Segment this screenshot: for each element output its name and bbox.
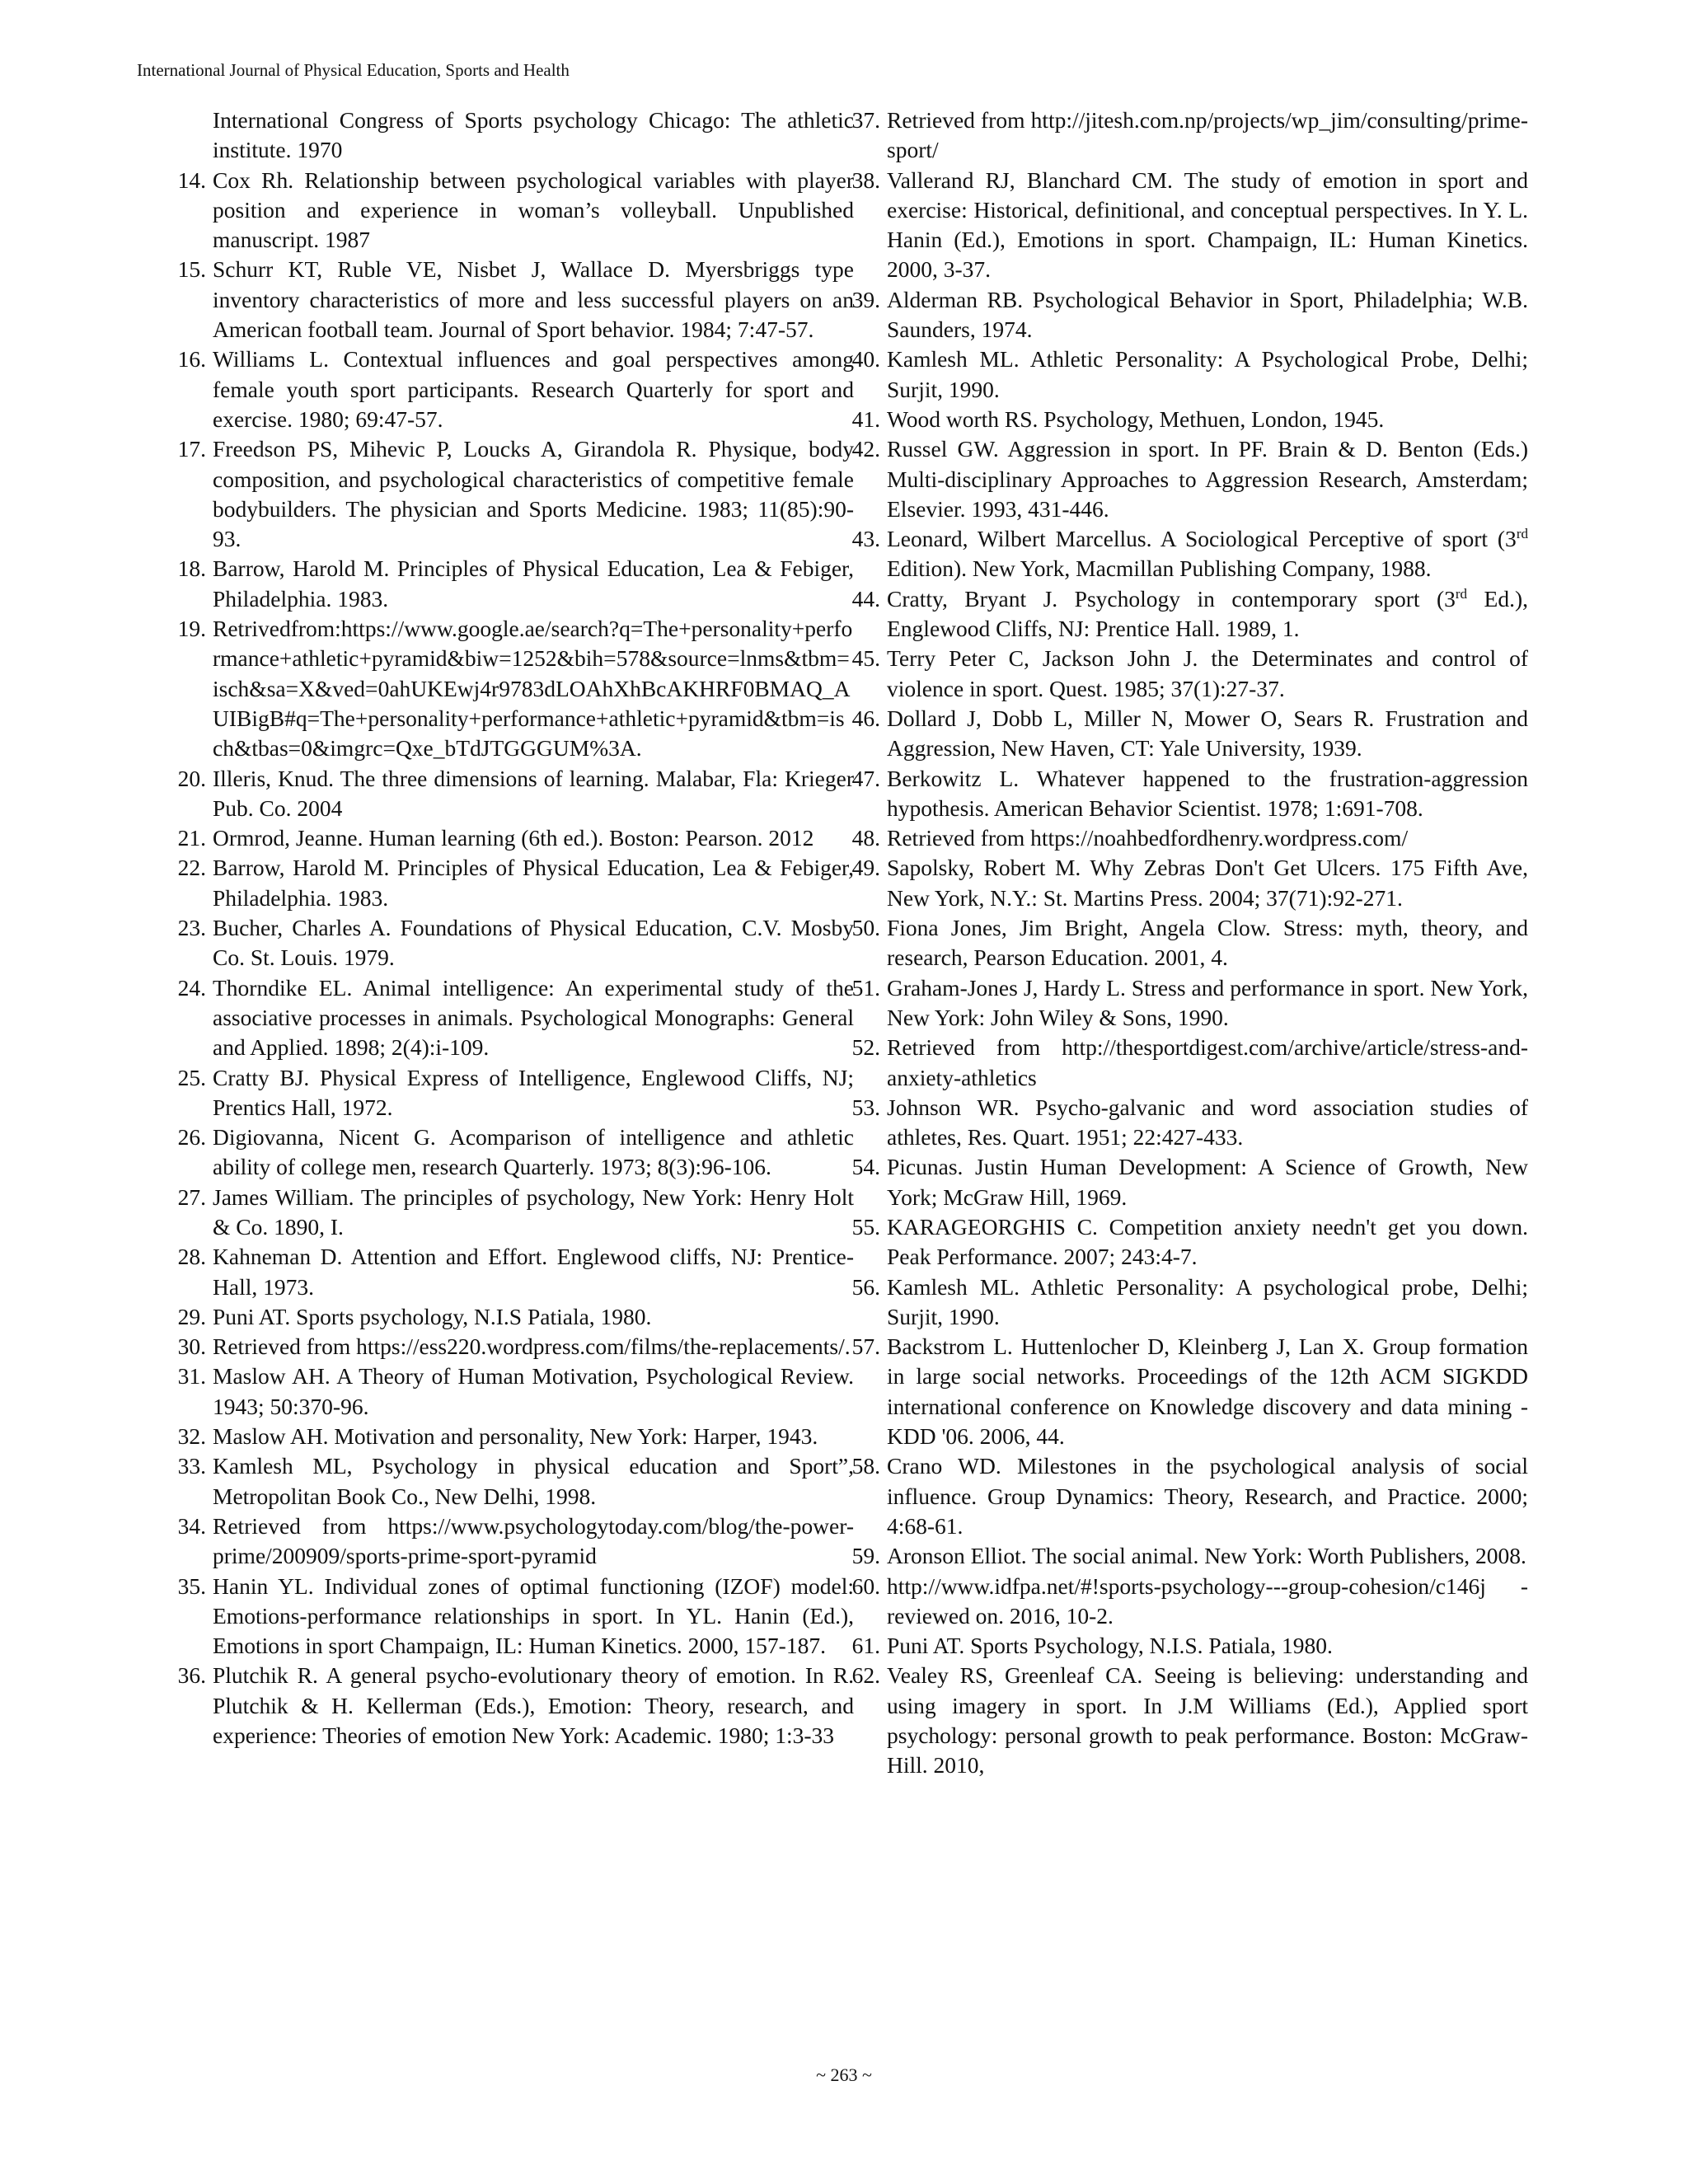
reference-text: Alderman RB. Psychological Behavior in Sport, Philadelphia; W.B. Saunders, 1974. — [887, 286, 1528, 343]
reference-number: 52. — [851, 1034, 880, 1061]
reference-item — [836, 344, 1528, 405]
reference-text: Retrivedfrom:https://www.google.ae/search?q=The+personality+performance+athletic+pyramid&biw=1252&bih=578&source=lnms&tbm=isch&sa=X&ved=0ahUKEwj4r9783dLOAhXhBcAKHRF0BMAQ_AUIBigB#q=The+personality+performance+athletic+pyramid&tbm=isch&tbas=0&imgrc=Qxe_bTdJTGGGUM%3A. — [213, 616, 853, 762]
reference-item — [836, 434, 1528, 524]
reference-text: Schurr KT, Ruble VE, Nisbet J, Wallace D. Myersbriggs type inventory characteristics of more and less successful players on an American football team. Journal of Sport behavior. 1984; 7:47-57. — [213, 256, 854, 343]
reference-number: 21. — [177, 825, 206, 851]
reference-number: 20. — [177, 765, 206, 791]
reference-text-part: Edition). New York, Macmillan Publishing Company, 1988. — [887, 555, 1432, 582]
reference-number: 35. — [177, 1572, 206, 1599]
reference-number: 43. — [851, 526, 880, 552]
reference-item — [836, 973, 1528, 1033]
reference-number: 40. — [851, 346, 880, 373]
reference-number: 27. — [177, 1183, 206, 1210]
reference-text: International Congress of Sports psychology Chicago: The athletic institute. 1970 — [213, 107, 854, 163]
reference-item — [836, 704, 1528, 764]
reference-number: 34. — [177, 1512, 206, 1539]
reference-number: 57. — [851, 1333, 880, 1360]
reference-item — [162, 764, 854, 824]
reference-item — [162, 614, 854, 763]
reference-text: Kamlesh ML, Psychology in physical education and Sport”, Metropolitan Book Co., New Delhi, 1998. — [213, 1453, 854, 1509]
reference-item — [836, 1661, 1528, 1780]
reference-text: Plutchik R. A general psycho-evolutionary theory of emotion. In R. Plutchik & H. Kellerman (Eds.), Emotion: Theory, research, and experience: Theories of emotion New York: Academic. 1980; 1:3-33 — [213, 1662, 854, 1749]
reference-text: Ormrod, Jeanne. Human learning (6th ed.). Boston: Pearson. 2012 — [213, 825, 814, 851]
reference-text-part: Ed.), Englewood Cliffs, NJ: Prentice Hall. 1989, 1. — [887, 585, 1528, 642]
reference-number: 29. — [177, 1303, 206, 1329]
reference-list-right — [836, 105, 1528, 1781]
reference-item — [836, 764, 1528, 824]
reference-text: Hanin YL. Individual zones of optimal functioning (IZOF) model: Emotions-performance relationships in sport. In YL. Hanin (Ed.), Emotions in sport Champaign, IL: Human Kinetics. 2000, 157-187. — [213, 1572, 854, 1659]
reference-text: Barrow, Harold M. Principles of Physical Education, Lea & Febiger, Philadelphia. 1983. — [213, 555, 854, 612]
reference-number: 41. — [851, 405, 880, 432]
reference-number: 55. — [851, 1213, 880, 1240]
reference-item — [836, 166, 1528, 285]
reference-number: 53. — [851, 1094, 880, 1120]
reference-text: Johnson WR. Psycho-galvanic and word association studies of athletes, Res. Quart. 1951; 22:427-433. — [887, 1094, 1528, 1151]
reference-item — [836, 584, 1528, 644]
reference-text: Retrieved from http://thesportdigest.com/archive/article/stress-and-anxiety-athletics — [887, 1034, 1528, 1090]
reference-number: 39. — [851, 286, 880, 312]
reference-number: 60. — [851, 1572, 880, 1599]
reference-text: Maslow AH. Motivation and personality, New York: Harper, 1943. — [213, 1423, 818, 1450]
ordinal-superscript: rd — [1516, 526, 1528, 541]
reference-text: Russel GW. Aggression in sport. In PF. Brain & D. Benton (Eds.) Multi-disciplinary Approaches to Aggression Research, Amsterdam; Elsevier. 1993, 431-446. — [887, 436, 1528, 522]
reference-text: Retrieved from https://noahbedfordhenry.wordpress.com/ — [887, 825, 1409, 851]
reference-item — [162, 1302, 854, 1332]
reference-number: 16. — [177, 346, 206, 373]
reference-item — [162, 554, 854, 614]
reference-item — [836, 1272, 1528, 1333]
reference-number: 22. — [177, 855, 206, 881]
reference-item — [836, 1541, 1528, 1571]
reference-text: Puni AT. Sports psychology, N.I.S Patiala, 1980. — [213, 1303, 652, 1329]
reference-item — [836, 1572, 1528, 1632]
reference-item — [162, 973, 854, 1063]
reference-item — [162, 1242, 854, 1302]
reference-text: Sapolsky, Robert M. Why Zebras Don't Get Ulcers. 175 Fifth Ave, New York, N.Y.: St. Martins Press. 2004; 37(71):92-271. — [887, 855, 1528, 911]
reference-text: Fiona Jones, Jim Bright, Angela Clow. Stress: myth, theory, and research, Pearson Education. 2001, 4. — [887, 915, 1528, 971]
reference-item — [836, 405, 1528, 434]
reference-text: Retrieved from http://jitesh.com.np/projects/wp_jim/consulting/prime-sport/ — [887, 107, 1528, 163]
reference-text: Aronson Elliot. The social animal. New York: Worth Publishers, 2008. — [887, 1543, 1526, 1569]
reference-continuation — [162, 105, 854, 166]
running-header: International Journal of Physical Education, Sports and Health — [137, 60, 570, 80]
reference-number: 49. — [851, 855, 880, 881]
reference-item — [162, 1572, 854, 1661]
reference-number: 36. — [177, 1662, 206, 1689]
reference-text: Freedson PS, Mihevic P, Loucks A, Girandola R. Physique, body composition, and psychological characteristics of competitive female bodybuilders. The physician and Sports Medicine. 1983; 11(85):90-93. — [213, 436, 854, 552]
reference-text: Terry Peter C, Jackson John J. the Determinates and control of violence in sport. Quest. 1985; 37(1):27-37. — [887, 645, 1528, 701]
reference-text: Picunas. Justin Human Development: A Science of Growth, New York; McGraw Hill, 1969. — [887, 1154, 1528, 1210]
reference-number: 50. — [851, 915, 880, 941]
reference-number: 46. — [851, 705, 880, 731]
reference-number: 37. — [851, 107, 880, 133]
reference-number: 61. — [851, 1633, 880, 1659]
reference-number: 24. — [177, 974, 206, 1001]
reference-number: 14. — [177, 166, 206, 193]
reference-item — [162, 853, 854, 913]
reference-text: James William. The principles of psychology, New York: Henry Holt & Co. 1890, I. — [213, 1183, 854, 1240]
reference-text: Illeris, Knud. The three dimensions of learning. Malabar, Fla: Krieger Pub. Co. 2004 — [213, 765, 854, 821]
reference-item — [836, 1631, 1528, 1661]
reference-text: Berkowitz L. Whatever happened to the frustration-aggression hypothesis. American Behavior Scientist. 1978; 1:691-708. — [887, 765, 1528, 821]
reference-item — [162, 1063, 854, 1123]
reference-number: 25. — [177, 1064, 206, 1090]
reference-text: Digiovanna, Nicent G. Acomparison of intelligence and athletic ability of college men, research Quarterly. 1973; 8(3):96-106. — [213, 1124, 854, 1180]
reference-number: 42. — [851, 436, 880, 462]
reference-number: 47. — [851, 765, 880, 791]
reference-text: Kahneman D. Attention and Effort. Englewood cliffs, NJ: Prentice- Hall, 1973. — [213, 1244, 854, 1300]
reference-number: 33. — [177, 1453, 206, 1479]
reference-text: Bucher, Charles A. Foundations of Physical Education, C.V. Mosby Co. St. Louis. 1979. — [213, 915, 854, 971]
reference-text: Maslow AH. A Theory of Human Motivation, Psychological Review. 1943; 50:370-96. — [213, 1363, 854, 1419]
reference-item — [836, 1093, 1528, 1153]
reference-number: 62. — [851, 1662, 880, 1689]
reference-item — [836, 853, 1528, 913]
reference-text: Cratty BJ. Physical Express of Intelligence, Englewood Cliffs, NJ; Prentics Hall, 1972. — [213, 1064, 854, 1120]
reference-text — [887, 524, 1528, 584]
reference-item — [836, 1451, 1528, 1541]
reference-number: 58. — [851, 1453, 880, 1479]
reference-text: Williams L. Contextual influences and goal perspectives among female youth sport participants. Research Quarterly for sport and exercise. 1980; 69:47-57. — [213, 346, 854, 432]
reference-number: 19. — [177, 616, 206, 642]
reference-text: Retrieved from https://ess220.wordpress.com/films/the-replacements/. — [213, 1333, 851, 1360]
reference-number: 17. — [177, 436, 206, 462]
reference-item — [836, 1332, 1528, 1451]
reference-text: Wood worth RS. Psychology, Methuen, London, 1945. — [887, 405, 1385, 432]
reference-item — [836, 1033, 1528, 1093]
reference-text: Vealey RS, Greenleaf CA. Seeing is believing: understanding and using imagery in sport. In J.M Williams (Ed.), Applied sport psychology: personal growth to peak performance. Boston: McGraw-Hill. 2010, — [887, 1662, 1528, 1779]
reference-number: 30. — [177, 1333, 206, 1360]
reference-number: 23. — [177, 915, 206, 941]
reference-item — [162, 913, 854, 973]
reference-text: Graham-Jones J, Hardy L. Stress and performance in sport. New York, New York: John Wiley & Sons, 1990. — [887, 974, 1528, 1030]
reference-item — [162, 434, 854, 554]
reference-text: Kamlesh ML. Athletic Personality: A psychological probe, Delhi; Surjit, 1990. — [887, 1273, 1528, 1329]
reference-item — [162, 1183, 854, 1243]
reference-item — [836, 285, 1528, 345]
reference-text-part: Leonard, Wilbert Marcellus. A Sociological Perceptive of sport (3 — [887, 526, 1517, 552]
reference-number: 45. — [851, 645, 880, 672]
reference-text: http://www.idfpa.net/#!sports-psychology---group-cohesion/c146j - reviewed on. 2016, 10-2. — [887, 1572, 1528, 1629]
reference-number: 51. — [851, 974, 880, 1001]
reference-number: 59. — [851, 1543, 880, 1569]
reference-item — [162, 1122, 854, 1183]
reference-text: Retrieved from https://www.psychologytoday.com/blog/the-power-prime/200909/sports-prime-sport-pyramid — [213, 1512, 854, 1569]
reference-item — [162, 823, 854, 853]
reference-number: 48. — [851, 825, 880, 851]
page-number: ~ 263 ~ — [816, 2064, 872, 2085]
reference-text — [887, 584, 1528, 644]
reference-item — [162, 1332, 854, 1361]
reference-number: 32. — [177, 1423, 206, 1450]
reference-item — [162, 1661, 854, 1750]
reference-text: Dollard J, Dobb L, Miller N, Mower O, Sears R. Frustration and Aggression, New Haven, CT: Yale University, 1939. — [887, 705, 1528, 762]
reference-item — [162, 1451, 854, 1511]
reference-item — [836, 644, 1528, 704]
reference-text: Vallerand RJ, Blanchard CM. The study of emotion in sport and exercise: Historical, definitional, and conceptual perspectives. In Y. L. Hanin (Ed.), Emotions in sport. Champaign, IL: Human Kinetics. 2000, 3-37. — [887, 166, 1528, 283]
reference-item — [162, 1422, 854, 1451]
reference-text: Puni AT. Sports Psychology, N.I.S. Patiala, 1980. — [887, 1633, 1333, 1659]
reference-number: 56. — [851, 1273, 880, 1300]
reference-text: Kamlesh ML. Athletic Personality: A Psychological Probe, Delhi; Surjit, 1990. — [887, 346, 1528, 402]
reference-item — [836, 913, 1528, 973]
reference-text: Backstrom L. Huttenlocher D, Kleinberg J, Lan X. Group formation in large social networks. Proceedings of the 12th ACM SIGKDD international conference on Knowledge discovery and data mining - KDD '06. 2006, 44. — [887, 1333, 1528, 1450]
reference-number: 18. — [177, 555, 206, 582]
reference-item — [836, 823, 1528, 853]
reference-item — [836, 1152, 1528, 1212]
ordinal-superscript: rd — [1455, 585, 1468, 602]
reference-number: 28. — [177, 1244, 206, 1270]
reference-number: 54. — [851, 1154, 880, 1180]
reference-text: KARAGEORGHIS C. Competition anxiety needn't get you down. Peak Performance. 2007; 243:4-7. — [887, 1213, 1528, 1270]
reference-item — [836, 524, 1528, 584]
reference-list-left — [162, 105, 854, 1750]
reference-item — [162, 1361, 854, 1422]
reference-number: 44. — [851, 585, 880, 612]
reference-item — [162, 344, 854, 434]
reference-item — [162, 1511, 854, 1572]
reference-item — [162, 166, 854, 255]
reference-text-part: Cratty, Bryant J. Psychology in contemporary sport (3 — [887, 585, 1456, 612]
reference-number: 26. — [177, 1124, 206, 1151]
reference-item — [162, 255, 854, 344]
reference-text: Cox Rh. Relationship between psychological variables with player position and experience in woman’s volleyball. Unpublished manuscript. 1987 — [213, 166, 854, 253]
reference-text: Barrow, Harold M. Principles of Physical Education, Lea & Febiger, Philadelphia. 1983. — [213, 855, 854, 911]
reference-item — [836, 1212, 1528, 1272]
reference-text: Crano WD. Milestones in the psychological analysis of social influence. Group Dynamics: Theory, Research, and Practice. 2000; 4:68-61. — [887, 1453, 1528, 1539]
reference-number: 31. — [177, 1363, 206, 1390]
reference-text: Thorndike EL. Animal intelligence: An experimental study of the associative processes in animals. Psychological Monographs: General and Applied. 1898; 2(4):i-109. — [213, 974, 854, 1061]
reference-item — [836, 105, 1528, 166]
reference-number: 38. — [851, 166, 880, 193]
reference-number: 15. — [177, 256, 206, 283]
